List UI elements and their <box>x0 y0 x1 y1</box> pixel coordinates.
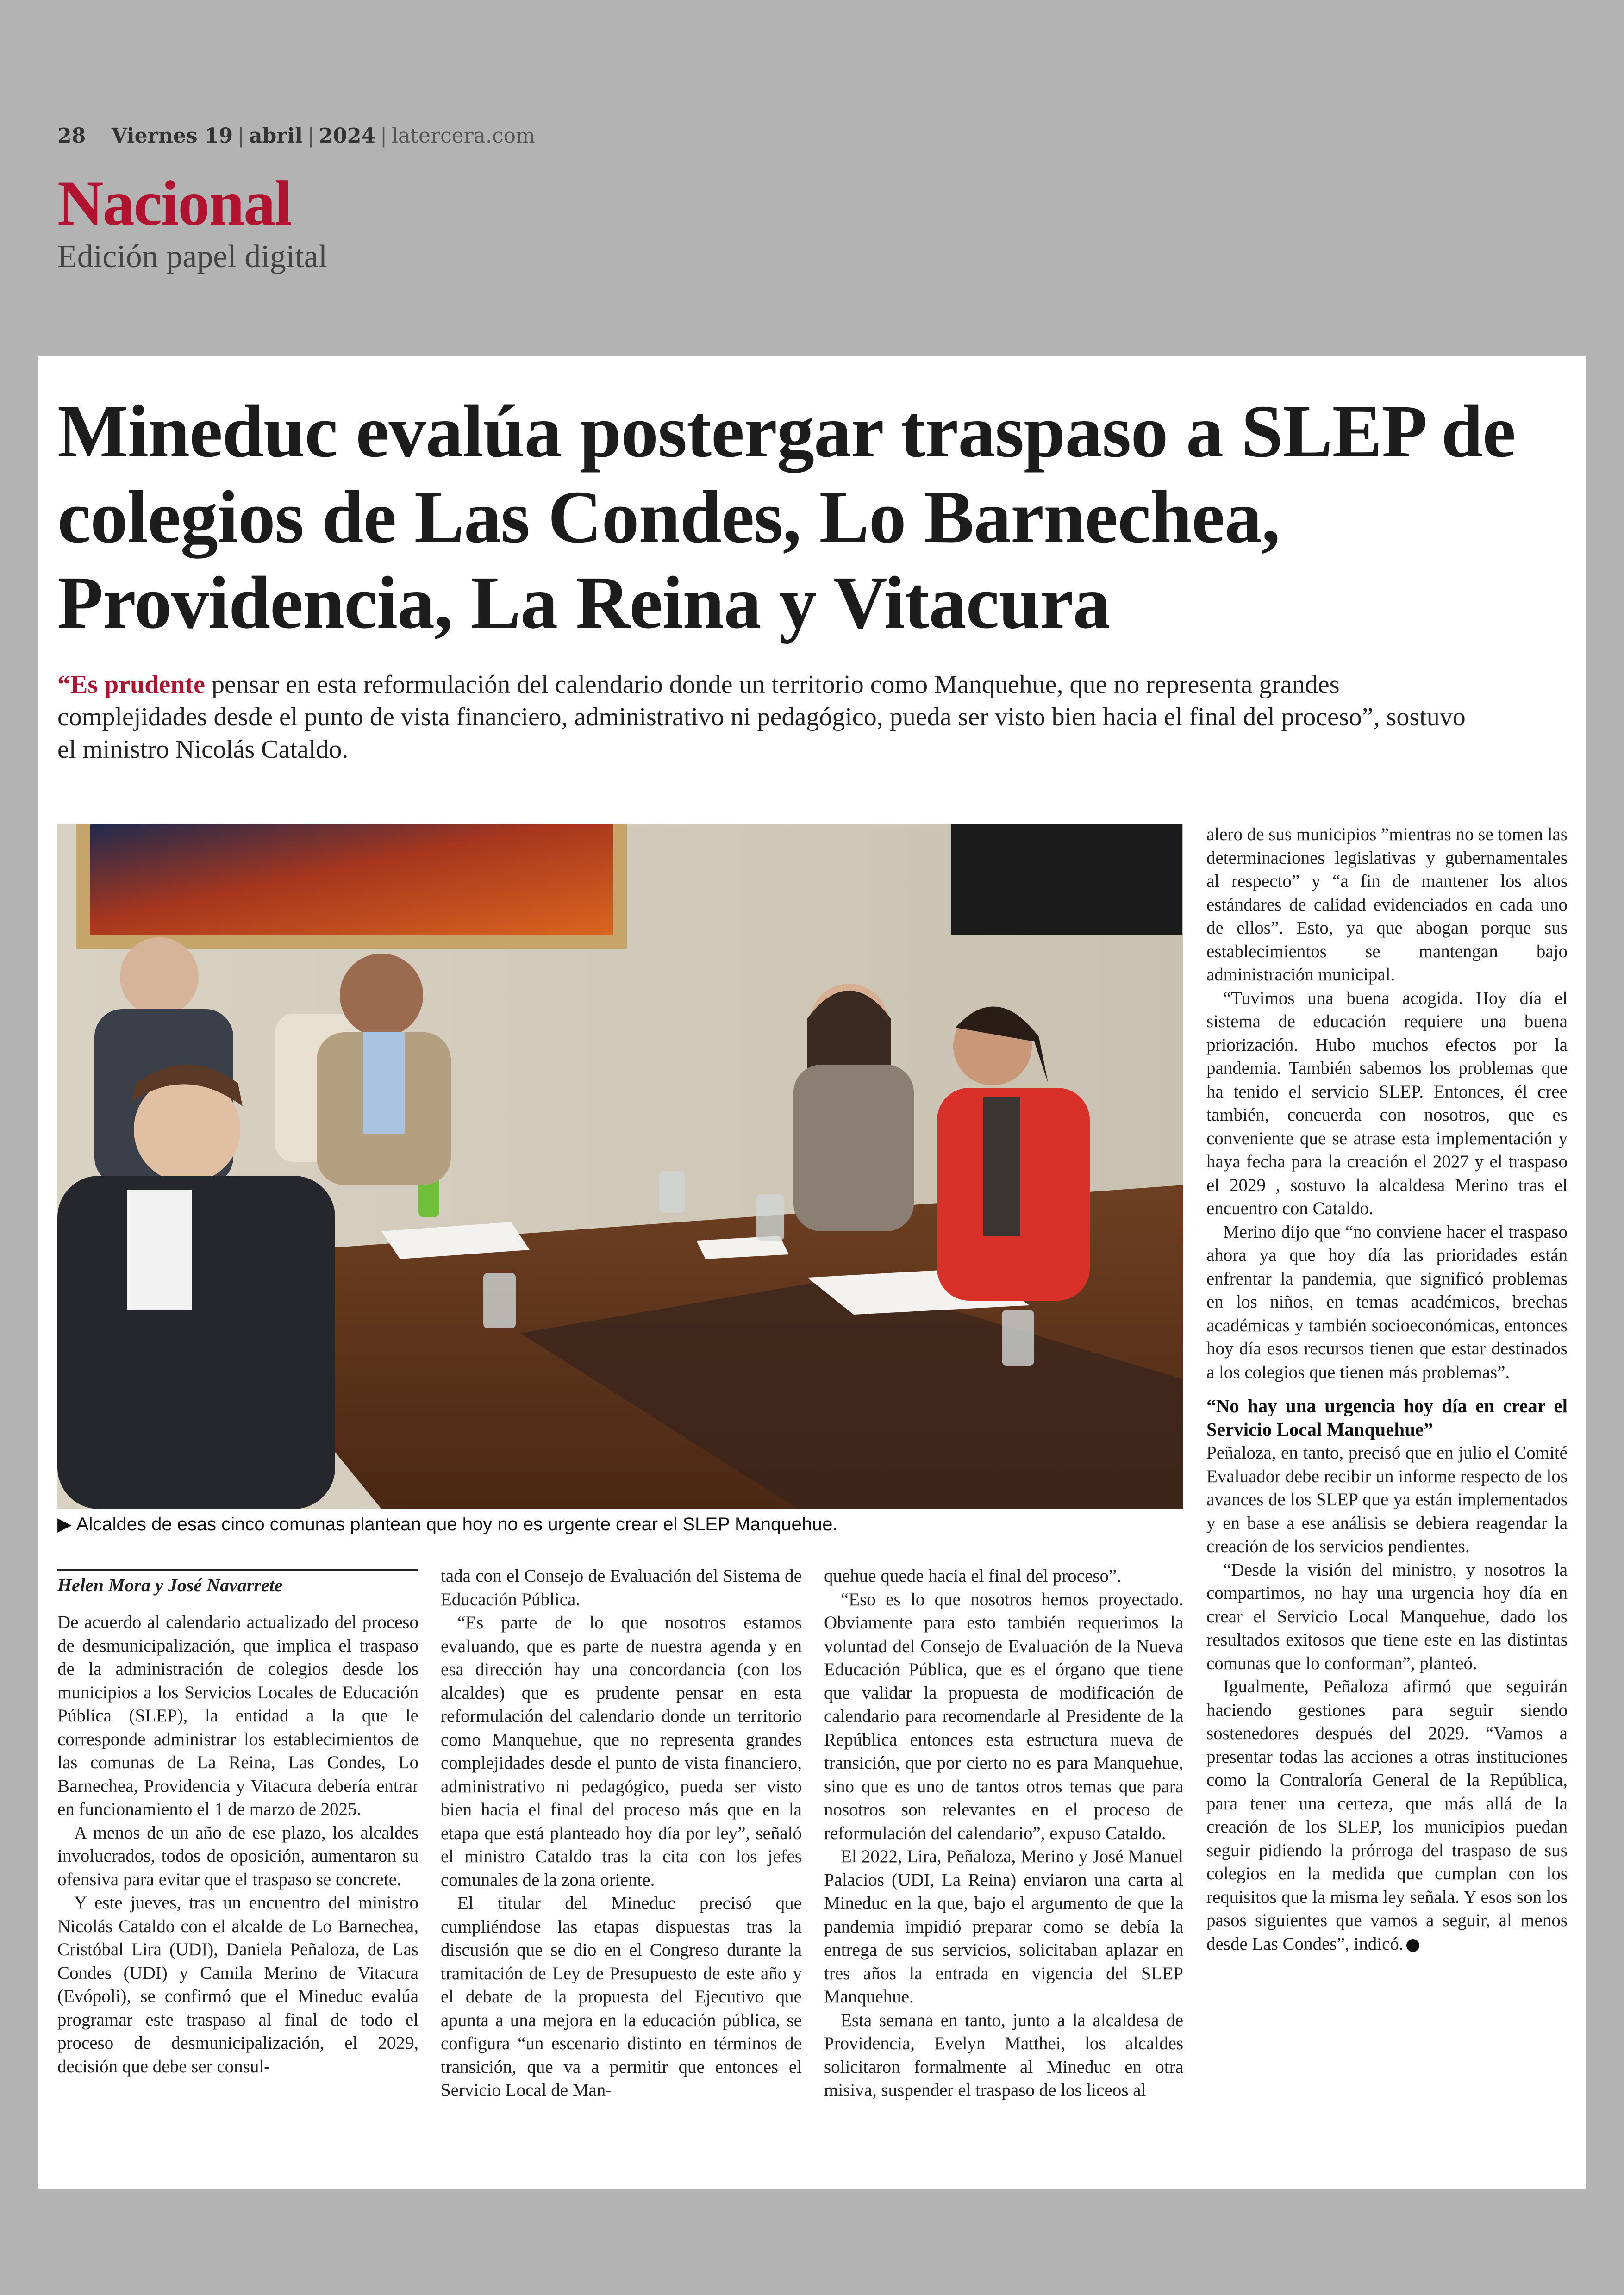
paragraph: Esta semana en tanto, junto a la alcaldesa de Providencia, Evelyn Matthei, los alcaldes solicitaron formalmente al Mineduc en otra misiva, suspender el traspaso de los liceos al <box>824 2010 1183 2100</box>
end-of-article-dot-icon <box>1406 1939 1419 1952</box>
caption-text: Alcaldes de esas cinco comunas plantean que hoy no es urgente crear el SLEP Manquehue. <box>76 1514 838 1534</box>
date-year: 2024 <box>319 124 376 148</box>
site-link[interactable]: latercera.com <box>391 124 535 148</box>
lead-text: pensar en esta reformulación del calendario donde un territorio como Manquehue, que no representa grandes complejidades desde el punto de vista financiero, administrativo ni pedagógico, pueda ser visto bien hacia el final del proceso”, sostuvo el ministro Nicolás Cataldo. <box>57 670 1466 764</box>
final-paragraph-text: Igualmente, Peñaloza afirmó que seguirán haciendo gestiones para seguir siendo sostenedores después del 2029. “Vamos a presentar todas las acciones a otras instituciones como la Contraloría General de la República, para tener una certeza, que más allá de la creación de los SLEP, los municipios puedan seguir pidiendo la prórroga del traspaso de sus colegios en la medida que cumplan con los requisitos que la misma ley señala. Y esos son los pasos siguientes que vamos a seguir, al menos desde Las Condes”, indicó. <box>1206 1677 1568 1954</box>
article-subheading: “No hay una urgencia hoy día en crear el Servicio Local Manquehue” <box>1206 1395 1568 1440</box>
date-month: abril <box>249 124 303 148</box>
section-title: Nacional <box>57 168 292 238</box>
page-header: 28 Viernes 19 | abril | 2024 | latercera.com <box>57 124 535 148</box>
paragraph: De acuerdo al calendario actualizado del proceso de desmunicipalización, que implica el traspaso de la administración de colegios desde los municipios a los Servicios Locales de Educación Pública (SLEP), la entidad a la que le corresponde administrar los establecimientos de las comunas de La Reina, Las Condes, Lo Barnechea, Providencia y Vitacura debería entrar en funcionamiento el 1 de marzo de 2025. <box>57 1612 418 1819</box>
article-column-1 <box>57 1611 418 2078</box>
photo-caption <box>57 1514 1183 1535</box>
paragraph: “Tuvimos una buena acogida. Hoy día el sistema de educación requiere una buena priorización. Hubo muchos efectos por la pandemia. También sabemos los problemas que ha tenido el servicio SLEP. Entonces, él cree también, concuerda con nosotros, que es conveniente que se atrase esta implementación y haya fecha para la creación el 2027 y el traspaso el 2029 , sostuvo la alcaldesa Merino tras el encuentro con Cataldo. <box>1206 988 1568 1218</box>
paragraph: Y este jueves, tras un encuentro del ministro Nicolás Cataldo con el alcalde de Lo Barnechea, Cristóbal Lira (UDI), Daniela Peñaloza, de Las Condes (UDI) y Camila Merino de Vitacura (Evópoli), se confirmó que el Mineduc evalúa programar este traspaso al final de todo el proceso de desmunicipalización, el 2029, decisión que debe ser consul- <box>57 1893 418 2077</box>
article-photo <box>57 824 1183 1509</box>
paragraph: El titular del Mineduc precisó que cumpliéndose las etapas dispuestas tras la discusión que se dio en el Congreso durante la tramitación de Ley de Presupuesto de este año y el debate de la propuesta del Ejecutivo que apunta a una mejora en la educación pública, se configura “un escenario distinto en términos de transición, que va a permitir que entonces el Servicio Local de Man- <box>441 1893 802 2100</box>
article-column-3 <box>824 1565 1183 2102</box>
article-headline: Mineduc evalúa postergar traspaso a SLEP de colegios de Las Condes, Lo Barnechea, Providencia, La Reina y Vitacura <box>57 390 1516 644</box>
caption-triangle-icon: ▶ <box>57 1514 72 1534</box>
article-lead <box>57 668 1469 766</box>
page-number: 28 <box>57 124 86 148</box>
meeting-photo-illustration <box>57 824 1183 1509</box>
paragraph: “Desde la visión del ministro, y nosotros la compartimos, no hay una urgencia hoy día en crear el Servicio Local Manquehue, dado los resultados exitosos que tiene este en las distintas comunas que lo conforman”, planteó. <box>1206 1559 1568 1673</box>
paragraph: tada con el Consejo de Evaluación del Sistema de Educación Pública. <box>441 1566 802 1609</box>
paragraph: alero de sus municipios ”mientras no se tomen las determinaciones legislativas y gubernamentales al respecto” y “a fin de mantener los altos estándares de calidad evidenciados en cada uno de ellos”. Esto, ya que abogan porque sus establecimientos se mantengan bajo administración municipal. <box>1206 824 1568 985</box>
article-column-2 <box>441 1565 802 2102</box>
paragraph: Peñaloza, en tanto, precisó que en julio el Comité Evaluador debe recibir un informe respecto de los avances de los SLEP que ya están implementados y en base a ese análisis se debiera reagendar la creación de los servicios pendientes. <box>1206 1443 1568 1556</box>
article-column-4 <box>1206 823 1568 1956</box>
paragraph: A menos de un año de ese plazo, los alcaldes involucrados, todos de oposición, aumentaron su ofensiva para evitar que el traspaso se concrete. <box>57 1822 418 1890</box>
paragraph: “Es parte de lo que nosotros estamos evaluando, que es parte de nuestra agenda y en esa dirección hay una concordancia (con los alcaldes) que es prudente pensar en esta reformulación del calendario donde un territorio como Manquehue, que no representa grandes complejidades desde el punto de vista financiero, administrativo ni pedagógico, pueda ser visto bien hacia el final del proceso más que en la etapa que está planteado hoy día por ley”, señaló el ministro Cataldo tras la cita con los jefes comunales de la zona oriente. <box>441 1613 802 1890</box>
paragraph: El 2022, Lira, Peñaloza, Merino y José Manuel Palacios (UDI, La Reina) enviaron una carta al Mineduc en la que, bajo el argumento de que la pandemia impidió preparar como se debía la entrega de sus servicios, solicitaban aplazar en tres años la entrada en vigencia del SLEP Manquehue. <box>824 1846 1183 2007</box>
lead-highlight: “Es prudente <box>57 670 205 699</box>
section-subtitle: Edición papel digital <box>57 239 328 274</box>
paragraph: quehue quede hacia el final del proceso”. <box>824 1566 1122 1586</box>
paragraph: “Eso es lo que nosotros hemos proyectado. Obviamente para esto también requerimos la voluntad del Consejo de Evaluación de la Nueva Educación Pública, que es el órgano que tiene que validar la propuesta de modificación de calendario para recomendarle al Presidente de la República entonces esta estructura nueva de transición, que por cierto no es para Manquehue, sino que es uno de tantos otros temas que para nosotros son relevantes en el proceso de reformulación del calendario”, expuso Cataldo. <box>824 1589 1183 1843</box>
byline: Helen Mora y José Navarrete <box>57 1569 418 1596</box>
paragraph-final <box>1206 1675 1568 1956</box>
date-day: Viernes 19 <box>111 124 233 148</box>
paragraph: Merino dijo que “no conviene hacer el traspaso ahora ya que hoy día las prioridades están enfrentar la pandemia, que significó problemas en los niños, en temas académicos, brechas académicas y también socioeconómicas, entonces hoy día esos recursos tienen que estar destinados a los colegios que tienen más problemas”. <box>1206 1222 1568 1382</box>
